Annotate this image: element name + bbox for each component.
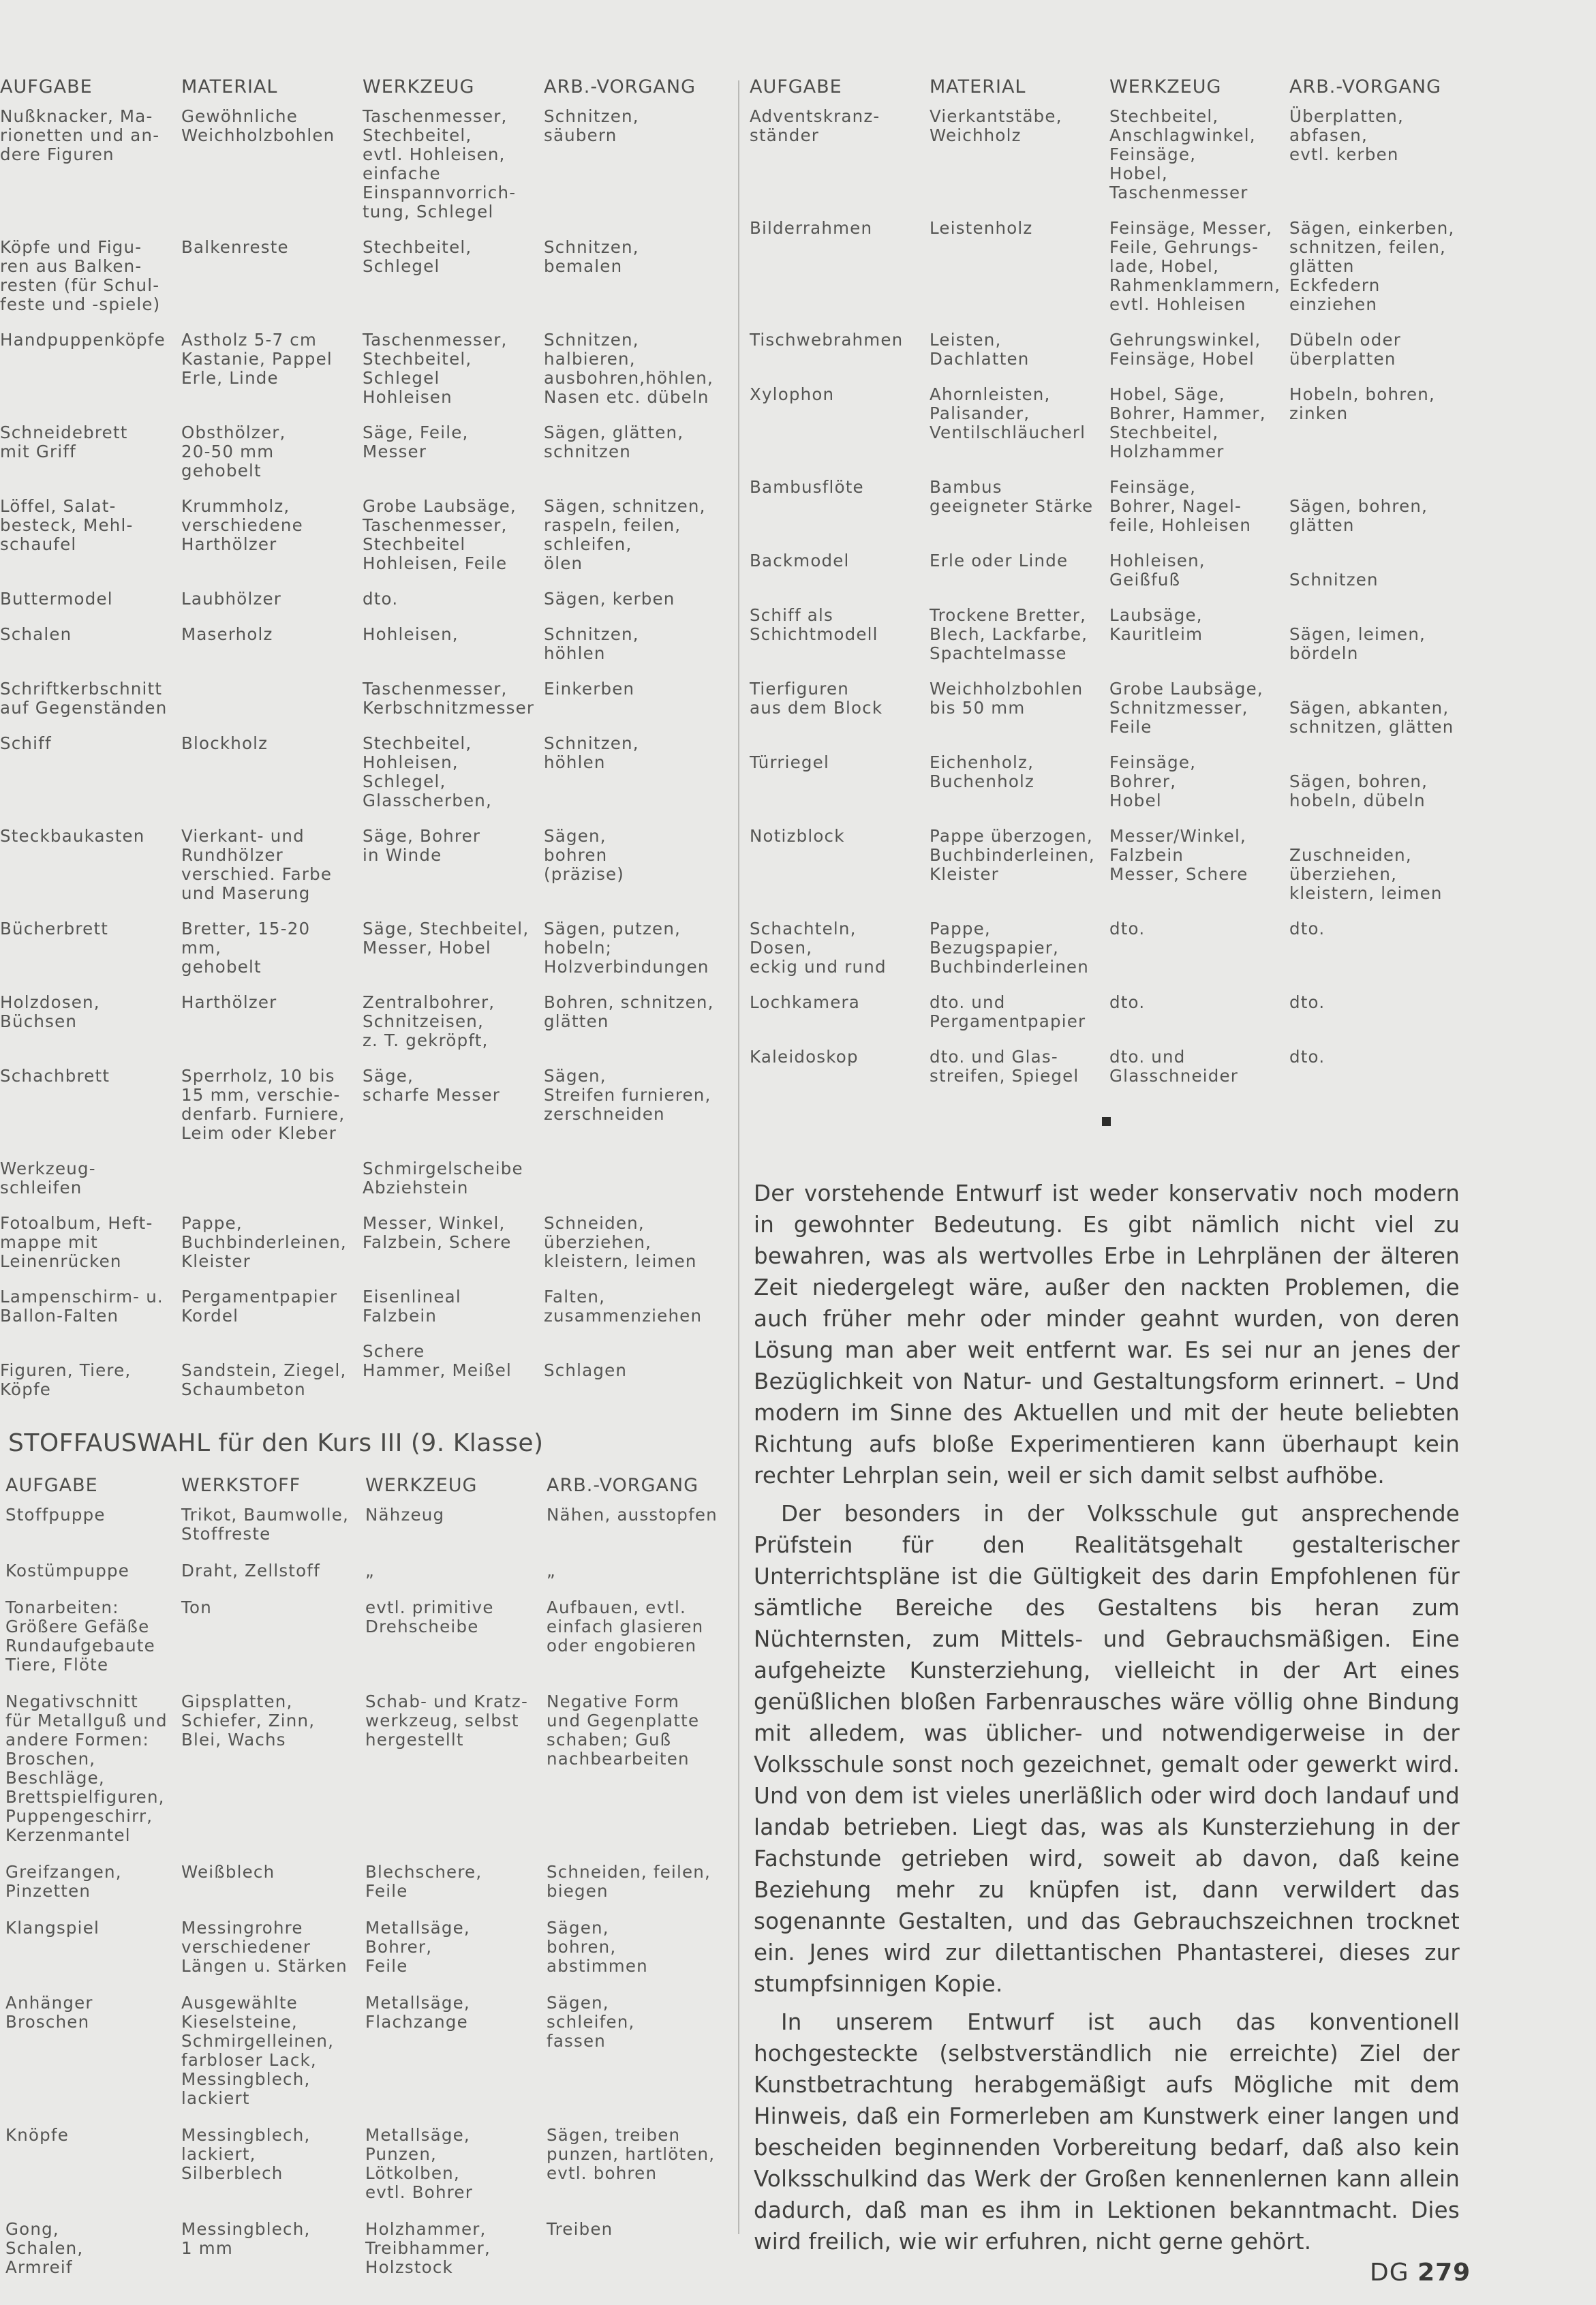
table-cell: Nähen, ausstopfen [547, 1505, 718, 1525]
table-cell: Sägen, treiben punzen, hartlöten, evtl. bohren [547, 2125, 716, 2183]
table-cell: Sägen, putzen, hobeln; Holzverbindungen [544, 919, 709, 977]
table-cell: Pappe, Buchbinderleinen, Kleister [181, 1213, 347, 1271]
table-cell: Schneidebrett mit Griff [0, 423, 128, 461]
table-row [750, 478, 1499, 551]
table-cell: Hohleisen, [363, 624, 459, 644]
table-cell: Harthölzer [181, 992, 277, 1012]
table-cell: Stechbeitel, Hohleisen, Schlegel, Glasscherben, [363, 733, 493, 810]
table-row [750, 753, 1499, 827]
body-text [754, 1178, 1460, 2257]
table-cell: Metallsäge, Flachzange [365, 1993, 470, 2032]
table-cell: Grobe Laubsäge, Taschenmesser, Stechbeitel Hohleisen, Feile [363, 496, 517, 573]
table-cell: evtl. primitive Drehscheibe [365, 1598, 494, 1636]
table-cell: Tonarbeiten: Größere Gefäße Rundaufgebaute Tiere, Flöte [5, 1598, 155, 1675]
table-cell: Eisenlineal Falzbein [363, 1287, 461, 1326]
table-cell: Bilderrahmen [750, 218, 873, 238]
col-header-werkstoff: WERKSTOFF [181, 1475, 301, 1496]
table-row [750, 919, 1499, 993]
table-cell: Bretter, 15-20 mm, gehobelt [181, 919, 311, 977]
col-header-arb-vorgang: ARB.-VORGANG [547, 1475, 699, 1496]
table-cell: Feinsäge, Bohrer, Nagel- feile, Hohleisen [1109, 477, 1252, 535]
table-cell: Trockene Bretter, Blech, Lackfarbe, Spachtelmasse [930, 605, 1088, 663]
col-header-arb-vorgang: ARB.-VORGANG [1289, 76, 1442, 97]
table-cell: Nähzeug [365, 1505, 445, 1525]
table-row [0, 827, 728, 919]
table-cell: Stoffpuppe [5, 1505, 106, 1525]
table-cell: Negativschnitt für Metallguß und andere Formen: Broschen, Beschläge, Brettspielfiguren, Puppengeschirr, Kerzenmantel [5, 1692, 168, 1845]
table-cell: „ [365, 1561, 375, 1581]
table-cell: Schnitzen, halbieren, ausbohren,höhlen, Nasen etc. dübeln [544, 330, 713, 407]
table-cell: Schlagen [544, 1360, 628, 1380]
table-cell: Sandstein, Ziegel, Schaumbeton [181, 1360, 347, 1399]
table-cell: Kaleidoskop [750, 1047, 859, 1067]
table-cell: Tischwebrahmen [750, 330, 904, 350]
table-cell: Anhänger Broschen [5, 1993, 93, 2032]
table-cell: Sägen, einkerben, schnitzen, feilen, glätten Eckfedern einziehen [1289, 218, 1455, 314]
table-row [750, 606, 1499, 680]
page-number: 279 [1417, 2259, 1471, 2287]
table-cell: Schnitzen, höhlen [544, 733, 639, 772]
table-row [0, 497, 728, 590]
table-cell: Überplatten, abfasen, evtl. kerben [1289, 106, 1405, 164]
table-cell: Schnitzen, höhlen [544, 624, 639, 663]
col-header-werkzeug: WERKZEUG [365, 1475, 478, 1496]
table-row [0, 625, 728, 680]
table-cell: Taschenmesser, Kerbschnitzmesser [363, 679, 535, 718]
col-header-aufgabe: AUFGABE [0, 76, 93, 97]
table-cell: Schab- und Kratz- werkzeug, selbst hergestellt [365, 1692, 528, 1750]
table-cell: Sägen, bohren, glätten [1289, 496, 1428, 535]
table-row [0, 590, 728, 625]
table-cell: „ [547, 1561, 556, 1581]
table-cell: Laubhölzer [181, 589, 282, 609]
table-cell: Messingblech, lackiert, Silberblech [181, 2125, 311, 2183]
table-cell: Sägen, bohren (präzise) [544, 826, 625, 884]
table-row [750, 219, 1499, 331]
table-cell: Kostümpuppe [5, 1561, 130, 1581]
table-cell: dto. [1289, 992, 1325, 1012]
table-cell: Draht, Zellstoff [181, 1561, 320, 1581]
table-cell [181, 680, 363, 734]
table-cell: dto. [363, 589, 399, 609]
table-cell: Trikot, Baumwolle, Stoffreste [181, 1505, 350, 1544]
col-header-arb-vorgang: ARB.-VORGANG [544, 76, 696, 97]
table-cell: Dübeln oder überplatten [1289, 330, 1402, 369]
table-header-row [0, 76, 728, 107]
table-row [5, 2126, 728, 2220]
table-cell: Buttermodel [0, 589, 113, 609]
table-row [0, 1067, 728, 1159]
table-cell: Sägen, leimen, bördeln [1289, 624, 1426, 663]
table-cell: Schachteln, Dosen, eckig und rund [750, 919, 887, 977]
table-cell: Klangspiel [5, 1918, 99, 1938]
material-table-kurs3 [5, 1475, 728, 2295]
table-cell: Leistenholz [930, 218, 1033, 238]
table-cell: Aufbauen, evtl. einfach glasieren oder engobieren [547, 1598, 704, 1655]
table-cell: dto. und Pergamentpapier [930, 992, 1086, 1031]
table-row [0, 993, 728, 1067]
table-cell: Erle oder Linde [930, 551, 1069, 570]
table-row [5, 2220, 728, 2295]
table-cell: Gewöhnliche Weichholzbohlen [181, 106, 335, 145]
table-row [0, 331, 728, 423]
table-cell: Obsthölzer, 20-50 mm gehobelt [181, 423, 286, 480]
right-column [750, 76, 1499, 1102]
table-cell: Figuren, Tiere, Köpfe [0, 1360, 132, 1399]
table-cell: Schalen [0, 624, 72, 644]
material-table-right [750, 76, 1499, 1102]
table-cell: Vierkant- und Rundhölzer verschied. Farbe und Maserung [181, 826, 333, 903]
table-row [0, 423, 728, 497]
table-cell: Treiben [547, 2219, 613, 2239]
left-column [0, 76, 728, 2295]
table-cell: Einkerben [544, 679, 635, 699]
table-cell: Messingblech, 1 mm [181, 2219, 311, 2258]
table-row [0, 1214, 728, 1287]
table-row [5, 1863, 728, 1919]
table-cell: Schiff als Schichtmodell [750, 605, 878, 644]
col-header-material: MATERIAL [930, 76, 1026, 97]
table-cell: Falten, zusammenziehen [544, 1287, 703, 1326]
table-row [750, 993, 1499, 1048]
table-cell: Ahornleisten, Palisander, Ventilschläucherl [930, 384, 1086, 442]
table-cell: Weißblech [181, 1862, 275, 1882]
table-cell: Stechbeitel, Schlegel [363, 237, 472, 276]
table-cell: Taschenmesser, Stechbeitel, evtl. Hohleisen, einfache Einspannvorrich- tung, Schlegel [363, 106, 517, 222]
table-cell: Bohren, schnitzen, glätten [544, 992, 714, 1031]
table-cell: dto. [1289, 919, 1325, 938]
table-row [5, 1919, 728, 1994]
table-cell: Hobel, Säge, Bohrer, Hammer, Stechbeitel, Holzhammer [1109, 384, 1266, 461]
table-cell: Säge, Feile, Messer [363, 423, 469, 461]
table-cell: Werkzeug- schleifen [0, 1159, 96, 1197]
table-cell: Bambusflöte [750, 477, 864, 497]
table-row [0, 1159, 728, 1214]
table-row [5, 1506, 728, 1561]
table-cell: Schiff [0, 733, 52, 753]
table-cell: Hohleisen, Geißfuß [1109, 551, 1206, 590]
table-row [0, 919, 728, 993]
table-cell: Bücherbrett [0, 919, 109, 938]
column-divider [738, 80, 739, 2234]
col-header-aufgabe: AUFGABE [5, 1475, 98, 1496]
table-cell: Sägen, schnitzen, raspeln, feilen, schleifen, ölen [544, 496, 706, 573]
table-cell: Gipsplatten, Schiefer, Zinn, Blei, Wachs [181, 1692, 316, 1750]
table-cell: dto. und Glasschneider [1109, 1047, 1239, 1086]
table-cell: Säge, Stechbeitel, Messer, Hobel [363, 919, 530, 958]
paragraph: In unserem Entwurf ist auch das konventionell hochgesteckte (selbstverständlich nie erreichte) Ziel der Kunstbetrachtung herabgemäßigt aufs Mögliche mit dem Hinweis, daß ein Formerleben am Kunstwerk einer langen und bescheiden beginnenden Vorbereitung bedarf, daß also kein Volksschulkind das Werk der Großen kennenlernen kann allein dadurch, daß man es ihm in Lektionen bekanntmacht. Dies wird freilich, wie wir erfuhren, nicht gerne gehört. [754, 2009, 1460, 2255]
table-cell: Sperrholz, 10 bis 15 mm, verschie- denfarb. Furniere, Leim oder Kleber [181, 1066, 346, 1143]
material-table-left [0, 76, 728, 1416]
table-cell: Sägen, glätten, schnitzen [544, 423, 684, 461]
col-header-material: MATERIAL [181, 76, 278, 97]
table-cell: Balkenreste [181, 237, 289, 257]
table-cell: Zentralbohrer, Schnitzeisen, z. T. gekröpft, [363, 992, 495, 1050]
table-cell: Schere Hammer, Meißel [363, 1341, 512, 1380]
table-row [5, 1692, 728, 1863]
table-cell: Leisten, Dachlatten [930, 330, 1030, 369]
table-cell: Metallsäge, Punzen, Lötkolben, evtl. Bohrer [365, 2125, 473, 2202]
table-cell: Türriegel [750, 752, 829, 772]
table-row [5, 1598, 728, 1692]
table-cell: Feinsäge, Bohrer, Hobel [1109, 752, 1197, 810]
table-cell: Eichenholz, Buchenholz [930, 752, 1035, 791]
table-row [750, 827, 1499, 919]
table-cell: Messer, Winkel, Falzbein, Schere [363, 1213, 512, 1252]
paragraph: Der vorstehende Entwurf ist weder konservativ noch modern in gewohnter Bedeutung. Es gibt nämlich nicht viel zu bewahren, was als wertvolles Erbe in Lehrplänen der älteren Zeit niedergelegt wäre, außer den nackten Problemen, die auch früher mehr oder minder geahnt wurden, von deren Lösung man aber weit entfernt war. Es sei nur an jenes der Bezüglichkeit von Natur- und Gestaltungsform erinnert. – Und modern im Sinne des Aktuellen und mit der heute beliebten Richtung aufs bloße Experimentieren kann überhaupt kein rechter Lehrplan sein, weil er sich damit selbst aufhöbe. [754, 1180, 1460, 1489]
table-cell: Schnitzen [1289, 570, 1379, 590]
table-cell: Fotoalbum, Heft- mappe mit Leinenrücken [0, 1213, 153, 1271]
table-cell: Astholz 5-7 cm Kastanie, Pappel Erle, Linde [181, 330, 333, 388]
table-row [0, 734, 728, 827]
table-cell: Hobeln, bohren, zinken [1289, 384, 1435, 423]
table-cell: Messingrohre verschiedener Längen u. Stärken [181, 1918, 348, 1976]
table-row [5, 1561, 728, 1598]
table-cell: Holzhammer, Treibhammer, Holzstock [365, 2219, 491, 2277]
table-cell: Schneiden, feilen, biegen [547, 1862, 711, 1901]
table-header-row [750, 76, 1499, 107]
table-row [750, 680, 1499, 753]
table-cell: Sägen, bohren, hobeln, dübeln [1289, 772, 1428, 810]
table-row [0, 1342, 728, 1416]
table-cell: Sägen, bohren, abstimmen [547, 1918, 648, 1976]
table-cell: dto. und Glas- streifen, Spiegel [930, 1047, 1079, 1086]
table-row [750, 385, 1499, 478]
table-cell: Steckbaukasten [0, 826, 145, 846]
table-cell: Gong, Schalen, Armreif [5, 2219, 84, 2277]
table-cell: Grobe Laubsäge, Schnitzmesser, Feile [1109, 679, 1263, 737]
table-cell: Feinsäge, Messer, Feile, Gehrungs- lade, Hobel, Rahmenklammern, evtl. Hohleisen [1109, 218, 1281, 314]
table-cell: Pappe, Bezugspapier, Buchbinderleinen [930, 919, 1089, 977]
table-cell: Metallsäge, Bohrer, Feile [365, 1918, 470, 1976]
table-cell: Laubsäge, Kauritleim [1109, 605, 1203, 644]
table-cell: Säge, scharfe Messer [363, 1066, 501, 1105]
table-header-row [5, 1475, 728, 1506]
table-cell: Schnitzen, bemalen [544, 237, 639, 276]
table-cell: Nußknacker, Ma- rionetten und an- dere Figuren [0, 106, 160, 164]
table-row [0, 1287, 728, 1342]
table-cell: Pergamentpapier Kordel [181, 1287, 338, 1326]
table-cell: dto. [1109, 992, 1146, 1012]
table-cell: dto. [1109, 919, 1146, 938]
table-cell: Lampenschirm- u. Ballon-Falten [0, 1287, 164, 1326]
table-cell: Sägen, schleifen, fassen [547, 1993, 635, 2051]
table-cell: Weichholzbohlen bis 50 mm [930, 679, 1084, 718]
table-cell: Schmirgelscheibe Abziehstein [363, 1159, 523, 1197]
table-cell: Blockholz [181, 733, 268, 753]
table-cell: Zuschneiden, überziehen, kleistern, leimen [1289, 845, 1443, 903]
table-cell: Ton [181, 1598, 212, 1617]
table-cell [544, 1159, 728, 1214]
table-row [750, 551, 1499, 606]
table-cell: Knöpfe [5, 2125, 70, 2145]
table-cell: Schneiden, überziehen, kleistern, leimen [544, 1213, 697, 1271]
paragraph: Der besonders in der Volksschule gut ansprechende Prüfstein für den Realitätsgehalt gestalterischer Unterrichtspläne ist die Gültigkeit des darin Empfohlenen für sämtliche Bereiche des Gestaltens bis heran zum Nüchternsten, zum Mittels- und Gebrauchsmäßigen. Eine aufgeheizte Kunsterziehung, vielleicht in der Art eines genüßlichen bloßen Farbenrausches wäre völlig ohne Bindung mit alledem, was üblicher- und notwendigerweise in der Volksschule sonst noch gezeichnet, gemalt oder gewerkt wird. Und von dem ist vieles unerläßlich oder wird doch landauf und landab betrieben. Liegt das, was als Kunsterziehung in der Fachstunde getrieben wird, soweit ab davon, daß keine Beziehung mehr zu knüpfen ist, dann verwildert das sogenannte Gestalten, und das Gebrauchszeichnen trocknet ein. Jenes wird zur dilettantischen Phantasterei, dieses zur stumpfsinnigen Kopie. [754, 1501, 1460, 1997]
table-cell: Messer/Winkel, Falzbein Messer, Schere [1109, 826, 1248, 884]
table-cell: Vierkantstäbe, Weichholz [930, 106, 1062, 145]
page-footer [1370, 2259, 1471, 2287]
table-cell: Adventskranz- ständer [750, 106, 880, 145]
table-cell: Backmodel [750, 551, 850, 570]
table-cell: Schnitzen, säubern [544, 106, 639, 145]
table-row [750, 331, 1499, 385]
table-cell: Taschenmesser, Stechbeitel, Schlegel Hohleisen [363, 330, 508, 407]
table-cell: Xylophon [750, 384, 835, 404]
col-header-werkzeug: WERKZEUG [1109, 76, 1222, 97]
section-separator-mark [1102, 1117, 1111, 1126]
table-cell: Maserholz [181, 624, 273, 644]
table-cell: Tierfiguren aus dem Block [750, 679, 883, 718]
table-cell: Sägen, kerben [544, 589, 675, 609]
table-cell: Lochkamera [750, 992, 861, 1012]
table-cell: Sägen, Streifen furnieren, zerschneiden [544, 1066, 711, 1124]
table-cell: Stechbeitel, Anschlagwinkel, Feinsäge, Hobel, Taschenmesser [1109, 106, 1256, 202]
kurs3-title: STOFFAUSWAHL für den Kurs III (9. Klasse) [8, 1429, 544, 1457]
table-cell: Handpuppenköpfe [0, 330, 166, 350]
table-cell [181, 1159, 363, 1214]
table-cell: Holzdosen, Büchsen [0, 992, 100, 1031]
table-cell: Schriftkerbschnitt auf Gegenständen [0, 679, 168, 718]
table-cell: Säge, Bohrer in Winde [363, 826, 481, 865]
table-cell: Greifzangen, Pinzetten [5, 1862, 122, 1901]
table-cell: Gehrungswinkel, Feinsäge, Hobel [1109, 330, 1261, 369]
col-header-aufgabe: AUFGABE [750, 76, 842, 97]
table-cell: Krummholz, verschiedene Harthölzer [181, 496, 303, 554]
table-cell: Notizblock [750, 826, 845, 846]
table-cell: Ausgewählte Kieselsteine, Schmirgelleinen, farbloser Lack, Messingblech, lackiert [181, 1993, 335, 2108]
journal-abbrev: DG [1370, 2259, 1409, 2287]
table-cell: Bambus geeigneter Stärke [930, 477, 1094, 516]
table-row [0, 238, 728, 331]
table-cell: Löffel, Salat- besteck, Mehl- schaufel [0, 496, 134, 554]
table-row [750, 107, 1499, 219]
table-cell: Schachbrett [0, 1066, 110, 1086]
table-cell: Negative Form und Gegenplatte schaben; Guß nachbearbeiten [547, 1692, 700, 1769]
table-cell: Köpfe und Figu- ren aus Balken- resten (für Schul- feste und -spiele) [0, 237, 161, 314]
table-row [750, 1048, 1499, 1102]
table-cell: Sägen, abkanten, schnitzen, glätten [1289, 698, 1454, 737]
table-row [0, 680, 728, 734]
table-row [0, 107, 728, 238]
table-row [5, 1994, 728, 2126]
table-cell: dto. [1289, 1047, 1325, 1067]
table-cell: Pappe überzogen, Buchbinderleinen, Kleister [930, 826, 1095, 884]
col-header-werkzeug: WERKZEUG [363, 76, 475, 97]
table-cell: Blechschere, Feile [365, 1862, 482, 1901]
